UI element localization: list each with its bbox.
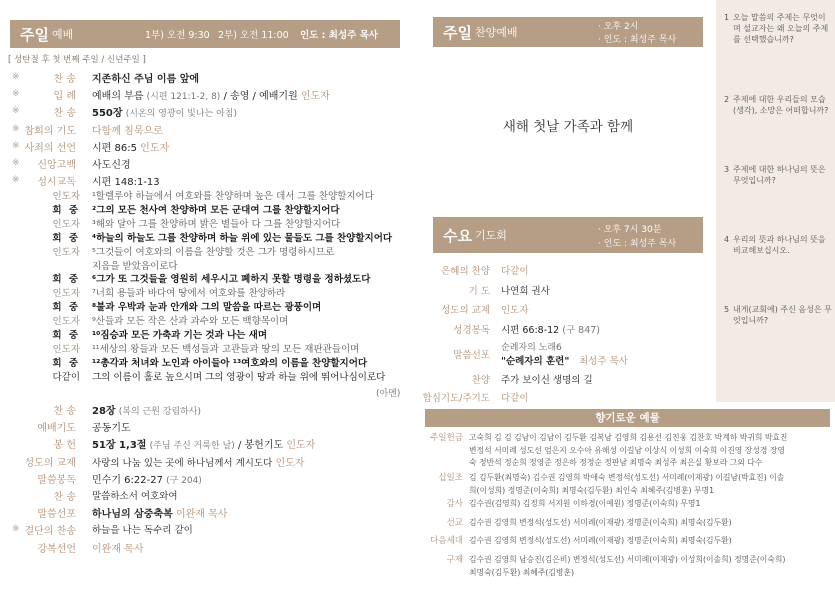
wednesday-value: [501, 372, 593, 386]
praise-service-header: [433, 17, 703, 47]
responsive-speaker: 회 중: [52, 330, 80, 341]
responsive-text: ¹할렐루야 하늘에서 여호와를 찬양하며 높은 데서 그를 찬양할지어다: [92, 191, 374, 202]
order-value: [92, 402, 201, 417]
question-item: [724, 164, 832, 186]
responsive-text: ¹¹세상의 왕들과 모든 백성들과 고관들과 땅의 모든 재판관들이며: [92, 343, 360, 355]
wednesday-sermon-label: 말씀선포: [453, 350, 490, 361]
wednesday-sermon-preacher: 최성주 목사: [579, 356, 628, 367]
order-value-note: (복의 근원 강림하사): [118, 407, 202, 417]
question-item: [724, 12, 832, 45]
offering-category: 다음세대: [430, 536, 463, 546]
bullet-mark: ※: [12, 89, 20, 100]
order-value: [92, 505, 227, 520]
order-label: 찬 송: [53, 492, 76, 503]
order-value-note: (시온의 영광이 빛나는 아침): [125, 109, 237, 120]
question-number: 3: [724, 165, 730, 174]
wednesday-service-header: [433, 217, 703, 253]
order-value-note: (구 204): [166, 475, 202, 486]
offering-names: 김수권 김영희 변정석(성도선) 서미례(이재광) 정명준(이숙희) 최명숙(김두환): [469, 536, 732, 545]
responsive-speaker: 다같이: [52, 371, 80, 383]
bullet-mark: ※: [12, 524, 20, 535]
order-label: 봉 헌: [53, 440, 76, 452]
order-leader: 이완재 목사: [175, 509, 228, 521]
praise-theme: 새해 첫날 가족과 함께: [502, 119, 634, 135]
question-text: 주제에 대한 우리들의 모습(생각), 소망은 어떠합니까?: [733, 95, 829, 115]
offering-category: 선교: [446, 518, 463, 528]
order-value: [92, 522, 193, 536]
order-row: [0, 402, 410, 418]
wednesday-leader: · 인도 : 최성주 목사: [598, 239, 677, 249]
order-value-text: 민수기 6:22-27: [92, 474, 163, 486]
responsive-speaker: 회 중: [52, 302, 80, 314]
offering-item: [425, 554, 835, 579]
responsive-speaker: 인도자: [52, 343, 80, 355]
bullet-mark: ※: [12, 106, 20, 117]
order-label: 결단의 찬송: [24, 526, 76, 538]
order-label: 강복선언: [37, 543, 76, 555]
wednesday-sermon: [425, 340, 705, 370]
order-value: [92, 139, 169, 154]
order-label: 찬 송: [53, 74, 76, 85]
responsive-text: 지음을 받았음이로다: [92, 260, 178, 272]
order-value: [92, 122, 163, 137]
question-item: [724, 304, 832, 326]
responsive-text: 그의 이름이 홀로 높으시며 그의 영광이 땅과 하늘 위에 뛰어나심이로다: [92, 371, 386, 383]
responsive-line: [0, 271, 410, 285]
wednesday-row: [425, 322, 705, 338]
responsive-line: [0, 285, 410, 299]
wednesday-value-text: 나연희 권사: [501, 285, 550, 297]
question-number: 1: [724, 13, 730, 22]
question-item: [724, 94, 832, 116]
order-value: [92, 156, 131, 171]
order-label: 사죄의 선언: [24, 142, 76, 154]
wednesday-title: 수요: [443, 226, 472, 245]
offering-names: 김 김두환(최명숙) 김수권 김영희 박애숙 변정석(성도선) 서미례(이재광) 이길남(박효진) 이솔희(이성희) 정명준(이숙희) 최명숙(김두환) 최인숙 최혜주(김병훈) 무명1: [469, 473, 785, 495]
wednesday-row: [425, 372, 705, 388]
sunday-service-header: [10, 20, 400, 48]
order-value-text: 말씀하소서 여호와여: [92, 491, 178, 502]
responsive-text: ⁷너희 용들과 바다여 땅에서 여호와를 찬양하라: [92, 288, 286, 300]
responsive-text: ⁴하늘의 하늘도 그를 찬양하며 하늘 위에 있는 물들도 그를 찬양할지어다: [92, 232, 393, 244]
offering-names: 고숙희 김 김 김남이 김남이 김두환 김복남 김영희 김용선 김진웅 김찬호 박계하 박귀희 박효진 변정석 서미례 성도선 엄은지 오수아 유해성 이길남 이상식 이성희 이숙희 이진영 장성경 장영숙 정반석 정순희 정영준 정은하 정정순 정판남 최명숙 최성주 최은실 황보라 그외 다수: [469, 433, 788, 467]
wednesday-value-note: (구 847): [562, 325, 601, 337]
wednesday-title-suffix: 기도회: [474, 229, 507, 242]
responsive-speaker: 회 중: [52, 204, 80, 216]
responsive-speaker: 인도자: [52, 288, 80, 300]
question-text: 내게(교회에) 주신 음성은 무엇입니까?: [733, 305, 832, 325]
offering-header: 향기로운 예물: [425, 409, 830, 427]
responsive-speaker: 회 중: [52, 357, 80, 369]
order-label: 찬 송: [53, 108, 76, 120]
offering-item: [425, 517, 835, 530]
order-row: [0, 505, 410, 521]
responsive-line: [0, 313, 410, 327]
order-label: 성도의 교제: [24, 457, 76, 469]
order-row: [0, 70, 410, 86]
offering-category: 십일조: [438, 473, 463, 483]
order-label: 말씀선포: [37, 509, 76, 521]
responsive-speaker: 인도자: [52, 218, 80, 230]
order-row: [0, 454, 410, 470]
wednesday-row: [425, 302, 705, 318]
wednesday-row: [425, 263, 705, 279]
wednesday-value-text: 인도자: [501, 305, 529, 317]
order-row: [0, 522, 410, 538]
question-item: [724, 234, 832, 256]
wednesday-sermon-series: 순례자의 노래6: [501, 343, 562, 353]
question-text: 주제에 대한 하나님의 뜻은 무엇입니까?: [733, 165, 826, 185]
order-value: [92, 488, 178, 502]
responsive-line: [0, 216, 410, 230]
offering-category: 주일헌금: [430, 433, 463, 443]
order-row: [0, 139, 410, 155]
responsive-line: [0, 244, 410, 258]
bullet-mark: ※: [12, 175, 20, 186]
wednesday-time: · 오후 7시 30분: [598, 225, 662, 235]
order-value-text: 사도신경: [92, 160, 131, 171]
order-label: 찬 송: [53, 406, 76, 417]
order-row: [0, 122, 410, 138]
sunday-subtitle: [ 성탄절 후 첫 번째 주일 / 신년주일 ]: [8, 55, 146, 65]
order-row: [0, 156, 410, 172]
order-row: [0, 104, 410, 120]
order-value-text: 시편 86:5: [92, 142, 137, 154]
responsive-text: ⁵그것들이 여호와의 이름을 찬양할 것은 그가 명령하시므로: [92, 246, 335, 258]
wednesday-value-text: 다같이: [501, 393, 529, 404]
order-label: 입 례: [53, 91, 76, 103]
order-value: [92, 70, 199, 85]
wednesday-value-text: 다같이: [501, 266, 529, 277]
order-row: [0, 488, 410, 504]
bullet-mark: ※: [12, 158, 20, 168]
praise-leader: · 인도 : 최성주 목사: [598, 35, 677, 45]
responsive-speaker: 인도자: [52, 316, 80, 328]
wednesday-value: [501, 263, 529, 277]
order-value-text: 지존하신 주님 이름 앞에: [92, 74, 200, 85]
praise-title-suffix: 찬양예배: [474, 26, 518, 39]
order-value-text: 하나님의 삼중축복: [92, 509, 173, 521]
question-text: 오늘 말씀의 주제는 무엇이며 설교자는 왜 오늘의 주제를 선택했습니까?: [733, 13, 829, 44]
question-text: 우리의 뜻과 하나님의 뜻을 비교해보십시오.: [733, 235, 826, 255]
wednesday-label: 찬양: [471, 375, 490, 386]
responsive-speaker: 인도자: [52, 191, 80, 202]
order-value: [92, 104, 237, 119]
order-value-text: 하늘을 나는 독수리 같이: [92, 525, 193, 537]
amen-text: (아멘): [376, 389, 401, 399]
wednesday-value-text: 주가 보이신 생명의 길: [501, 375, 593, 386]
responsive-line: [0, 369, 410, 383]
bullet-mark: ※: [12, 140, 20, 151]
order-value-text: 시편 148:1-13: [92, 177, 160, 189]
sunday-time-1: 1부) 오전 9:30: [145, 30, 210, 41]
order-leader: 인도자: [140, 142, 170, 154]
offering-category: 구제: [446, 555, 463, 565]
bullet-mark: ※: [12, 72, 20, 82]
question-number: 4: [724, 235, 730, 244]
responsive-line: [0, 355, 410, 369]
wednesday-label: 합심기도/주기도: [422, 393, 490, 404]
wednesday-row: [422, 390, 705, 406]
order-value-text: 28장: [92, 406, 116, 417]
question-number: 5: [724, 305, 730, 314]
responsive-speaker: 인도자: [52, 246, 80, 258]
wednesday-value: [501, 283, 550, 297]
wednesday-label: 기 도: [468, 285, 490, 297]
responsive-line: [0, 230, 410, 244]
sunday-title-suffix: 예배: [51, 28, 74, 41]
offering-category: 감사: [446, 499, 463, 509]
order-label: 참회의 기도: [24, 125, 76, 137]
offering-names: 김수권 김영희 남승진(김은비) 변정석(성도선) 서미례(이재광) 이성희(이솔희) 정명준(이숙희) 최명숙(김두환) 최혜주(김병훈): [469, 555, 786, 577]
wednesday-value-text: 시편 66:8-12: [501, 325, 560, 337]
offering-item: [425, 535, 835, 548]
order-label: 신앙고백: [37, 160, 76, 171]
responsive-line: [0, 188, 410, 202]
order-row: [0, 436, 410, 452]
order-label: 성시교독: [37, 177, 76, 189]
responsive-line: [0, 341, 410, 355]
offering-item: [425, 472, 835, 497]
wednesday-value: [501, 322, 600, 336]
responsive-text: ¹²총각과 처녀와 노인과 아이들아 ¹³여호와의 이름을 찬양할지어다: [92, 357, 368, 369]
wednesday-sermon-title: "순례자의 훈련": [501, 356, 570, 367]
wednesday-label: 은혜의 찬양: [441, 266, 490, 277]
discussion-questions-panel: [716, 0, 835, 402]
order-value-note: (시편 121:1-2, 8): [146, 92, 221, 103]
responsive-line: [0, 202, 410, 216]
sunday-title: 주일: [20, 25, 49, 44]
order-value: [92, 436, 315, 451]
responsive-speaker: 회 중: [52, 232, 80, 244]
order-value: [92, 454, 304, 469]
bullet-mark: ※: [12, 123, 20, 134]
sunday-leader: 인도 : 최성주 목사: [300, 30, 378, 41]
order-value-text: 550장: [92, 108, 123, 120]
order-value: [92, 471, 202, 486]
order-value-extra: / 봉헌기도: [234, 440, 284, 452]
question-number: 2: [724, 95, 730, 104]
order-label: 말씀봉독: [37, 474, 76, 486]
order-value: [92, 419, 131, 434]
order-leader: 인도자: [286, 440, 316, 452]
sunday-time-2: 2부) 오전 11:00: [218, 30, 289, 41]
order-row: [0, 173, 410, 189]
praise-time: · 오후 2시: [598, 22, 639, 32]
order-value-text: 다함께 침묵으로: [92, 125, 163, 137]
offering-names: 김수권(김영희) 김정희 서지원 이하경(이예원) 정명준(이숙희) 무명1: [469, 499, 701, 508]
order-value-text: 공동기도: [92, 423, 131, 435]
order-row: [0, 87, 410, 103]
responsive-speaker: 회 중: [52, 274, 80, 286]
offering-item: [425, 432, 835, 470]
order-row: [0, 540, 410, 556]
wednesday-row: [425, 283, 705, 299]
offering-item: [425, 498, 835, 511]
wednesday-label: 성도의 교제: [441, 305, 490, 317]
order-value-text: 51장 1,3절: [92, 440, 147, 452]
offering-names: 김수권 김영희 변정석(성도선) 서미례(이재광) 정명준(이숙희) 최명숙(김두환): [469, 518, 732, 527]
order-value-note: (주님 주신 거룩한 날): [149, 441, 235, 452]
praise-title: 주일: [443, 23, 472, 42]
order-value: [92, 173, 160, 188]
wednesday-value: [501, 302, 529, 316]
wednesday-label: 성경봉독: [453, 325, 490, 337]
responsive-text: ⁹산들과 모든 작은 산과 과수와 모든 백향목이며: [92, 316, 289, 328]
order-leader: 인도자: [300, 91, 330, 103]
order-row: [0, 419, 410, 435]
responsive-line: [0, 327, 410, 341]
responsive-text: ³해와 달아 그를 찬양하며 밝은 별들아 다 그를 찬양할지어다: [92, 218, 341, 230]
wednesday-value: [501, 390, 529, 404]
order-value-text: 이완재 목사: [92, 543, 144, 555]
order-value-text: 예배의 부름: [92, 91, 144, 103]
order-label: 예배기도: [37, 423, 76, 435]
order-row: [0, 471, 410, 487]
responsive-line: [0, 299, 410, 313]
responsive-text: ¹⁰짐승과 모든 가축과 기는 것과 나는 새며: [92, 330, 267, 341]
order-value-extra: / 송영 / 예배기원: [220, 91, 298, 103]
responsive-text: ⁸불과 우박과 눈과 안개와 그의 말씀을 따르는 광풍이며: [92, 302, 322, 314]
order-value-text: 사랑의 나눔 있는 곳에 하나님께서 계시도다: [92, 457, 273, 469]
order-value: [92, 87, 330, 102]
responsive-text: ²그의 모든 천사여 찬양하며 모든 군대여 그를 찬양할지어다: [92, 204, 340, 216]
responsive-line: [0, 258, 410, 272]
order-value: [92, 540, 143, 555]
order-leader: 인도자: [275, 457, 305, 469]
responsive-text: ⁶그가 또 그것들을 영원히 세우시고 폐하지 못할 명령을 정하셨도다: [92, 274, 371, 286]
